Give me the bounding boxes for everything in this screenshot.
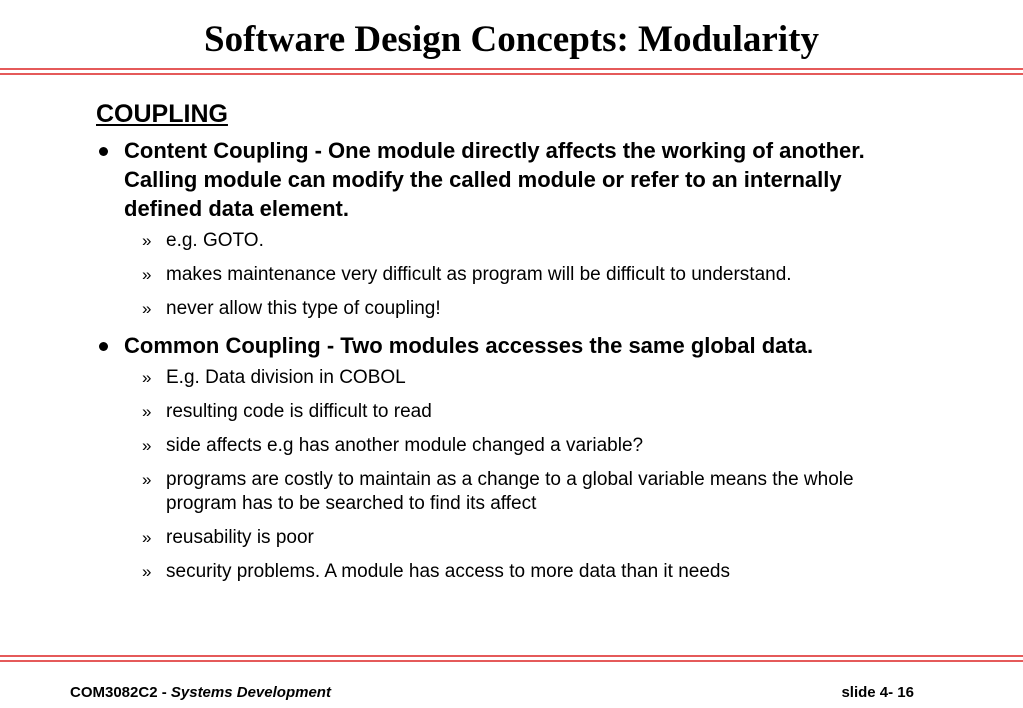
subpoint [96, 229, 896, 253]
subpoint [96, 400, 896, 424]
chevron-right-icon: » [142, 470, 152, 489]
footer-course-name: Systems Development [170, 684, 331, 701]
chevron-right-icon: » [142, 528, 152, 547]
footer-course-code: COM3082C2 - [70, 684, 167, 701]
chevron-right-icon: » [142, 231, 152, 250]
subpoint-text: never allow this type of coupling! [166, 298, 441, 319]
title-divider [0, 68, 1023, 75]
footer-divider [0, 655, 1023, 662]
subpoint-text: security problems. A module has access to more data than it needs [166, 561, 730, 582]
subpoint-text: programs are costly to maintain as a change to a global variable means the whole program has to be searched to find its affect [166, 469, 854, 514]
subpoint [96, 297, 896, 321]
bullet-dot-icon [99, 147, 108, 156]
subpoint [96, 366, 896, 390]
chevron-right-icon: » [142, 299, 152, 318]
footer-course [70, 684, 331, 701]
subpoint-text: reusability is poor [166, 527, 314, 548]
subpoint [96, 526, 896, 550]
subpoint-text: e.g. GOTO. [166, 230, 264, 251]
subpoint [96, 434, 896, 458]
section-heading: COUPLING [96, 100, 228, 128]
chevron-right-icon: » [142, 562, 152, 581]
bullet-text: Common Coupling - Two modules accesses the same global data. [124, 333, 814, 358]
subpoint-text: E.g. Data division in COBOL [166, 367, 406, 388]
chevron-right-icon: » [142, 368, 152, 387]
bullet-dot-icon [99, 342, 108, 351]
subpoint-text: resulting code is difficult to read [166, 401, 432, 422]
bullet-group-common-coupling [96, 331, 896, 584]
subpoint [96, 560, 896, 584]
chevron-right-icon: » [142, 265, 152, 284]
slide-body [96, 98, 896, 594]
subpoint [96, 263, 896, 287]
bullet-common-coupling [96, 331, 896, 360]
bullet-content-coupling [96, 136, 896, 223]
subpoint [96, 468, 896, 516]
chevron-right-icon: » [142, 402, 152, 421]
slide-title: Software Design Concepts: Modularity [204, 19, 819, 60]
subpoint-text: makes maintenance very difficult as program will be difficult to understand. [166, 264, 792, 285]
bullet-group-content-coupling [96, 136, 896, 321]
chevron-right-icon: » [142, 436, 152, 455]
subpoint-text: side affects e.g has another module changed a variable? [166, 435, 644, 456]
slide-number: slide 4- 16 [841, 684, 914, 701]
bullet-text: Content Coupling - One module directly affects the working of another. Calling module can modify the called module or refer to an internally defined data element. [124, 138, 865, 221]
